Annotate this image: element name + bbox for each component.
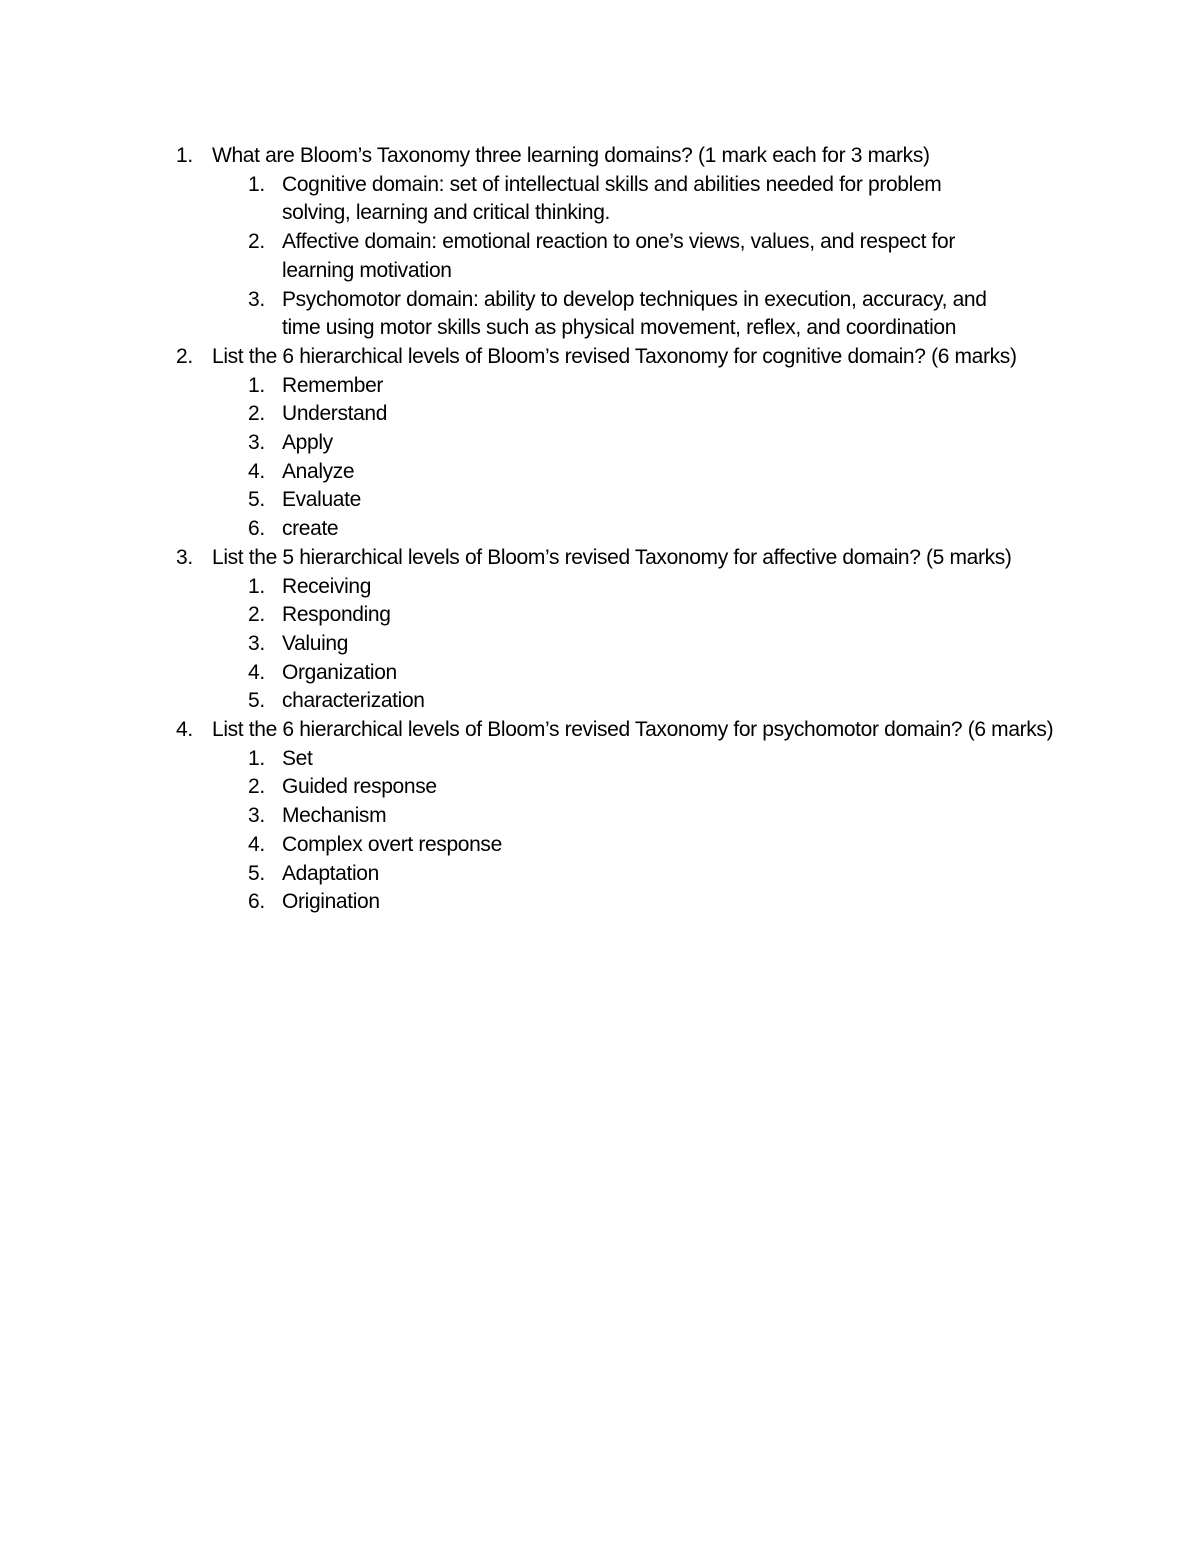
answer-text: Guided response (282, 775, 437, 799)
question-number: 2. (176, 344, 193, 368)
answer-text: Understand (282, 402, 388, 426)
answer-list (212, 745, 1076, 917)
answer-item (212, 171, 1002, 228)
answer-text: create (282, 517, 339, 541)
answer-text: Receiving (282, 574, 372, 598)
answer-item (212, 773, 1002, 802)
answer-text: Set (282, 746, 313, 770)
answer-text: Affective domain: emotional reaction to one’s views, values, and respect for learning motivation (282, 230, 956, 282)
answer-item (212, 630, 1002, 659)
answer-item (212, 659, 1002, 688)
answer-list (212, 372, 1076, 544)
answer-text: Cognitive domain: set of intellectual skills and abilities needed for problem solving, learning and critical thinking. (282, 172, 942, 225)
answer-number: 6. (248, 890, 265, 914)
answer-number: 2. (248, 402, 265, 426)
answer-number: 3. (248, 287, 265, 311)
answer-number: 2. (248, 603, 265, 627)
answer-text: Evaluate (282, 488, 361, 512)
answer-number: 2. (248, 775, 265, 799)
question-text: What are Bloom’s Taxonomy three learning domains? (1 mark each for 3 marks) (212, 144, 930, 167)
answer-number: 5. (248, 488, 265, 512)
question-text: List the 6 hierarchical levels of Bloom’s revised Taxonomy for psychomotor domain? (6 marks) (212, 718, 1054, 742)
answer-number: 1. (248, 172, 265, 196)
answer-text: Analyze (282, 459, 355, 483)
question-number: 1. (176, 144, 193, 167)
question-item (176, 343, 1076, 544)
answer-item (212, 429, 1002, 458)
answer-text: Origination (282, 890, 380, 914)
answer-text: Organization (282, 660, 397, 684)
answer-item (212, 400, 1002, 429)
answer-item (212, 573, 1002, 602)
answer-item (212, 687, 1002, 716)
answer-item (212, 486, 1002, 515)
question-item (176, 716, 1076, 917)
answer-number: 3. (248, 631, 265, 655)
answer-number: 4. (248, 660, 265, 684)
answer-text: Responding (282, 603, 391, 627)
answer-text: Remember (282, 373, 384, 397)
answer-number: 5. (248, 861, 265, 885)
answer-item (212, 888, 1002, 917)
answer-number: 2. (248, 230, 265, 254)
answer-text: Mechanism (282, 804, 387, 828)
answer-number: 4. (248, 832, 265, 856)
answer-number: 1. (248, 373, 265, 397)
answer-text: characterization (282, 689, 425, 713)
question-number: 4. (176, 718, 193, 742)
question-list (176, 142, 1076, 917)
answer-item (212, 286, 1002, 343)
answer-item (212, 228, 1002, 285)
answer-number: 3. (248, 804, 265, 828)
answer-item (212, 745, 1002, 774)
question-item (176, 544, 1076, 716)
answer-list (212, 573, 1076, 717)
answer-item (212, 372, 1002, 401)
answer-text: Psychomotor domain: ability to develop techniques in execution, accuracy, and time using motor skills such as physical movement, reflex, and coordination (282, 287, 987, 340)
answer-number: 4. (248, 459, 265, 483)
answer-number: 1. (248, 574, 265, 598)
answer-item (212, 802, 1002, 831)
answer-item (212, 601, 1002, 630)
answer-number: 3. (248, 431, 265, 455)
answer-text: Valuing (282, 631, 349, 655)
question-text: List the 6 hierarchical levels of Bloom’s revised Taxonomy for cognitive domain? (6 marks) (212, 344, 1017, 368)
answer-item (212, 515, 1002, 544)
question-number: 3. (176, 545, 193, 569)
question-text: List the 5 hierarchical levels of Bloom’s revised Taxonomy for affective domain? (5 marks) (212, 545, 1012, 569)
answer-number: 5. (248, 689, 265, 713)
question-item (176, 142, 1076, 343)
answer-item (212, 831, 1002, 860)
answer-number: 1. (248, 746, 265, 770)
answer-list (212, 171, 1076, 343)
answer-text: Complex overt response (282, 832, 502, 856)
answer-text: Adaptation (282, 861, 379, 885)
answer-item (212, 458, 1002, 487)
answer-number: 6. (248, 517, 265, 541)
answer-item (212, 860, 1002, 889)
answer-text: Apply (282, 431, 333, 455)
